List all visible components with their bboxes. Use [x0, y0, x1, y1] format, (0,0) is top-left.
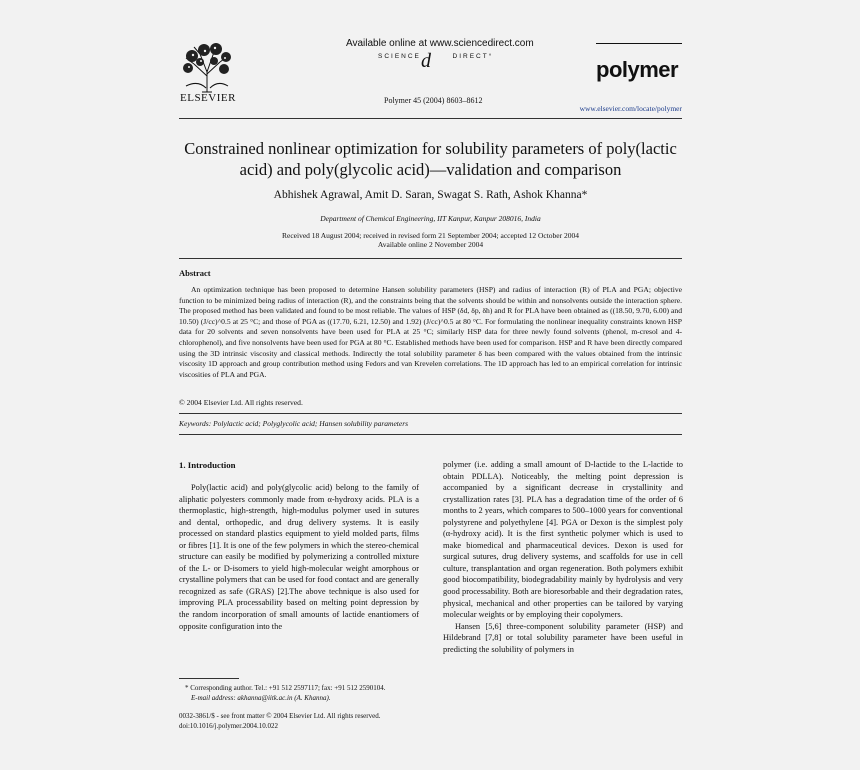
issn-doi-block	[179, 712, 380, 731]
footnote-contact: * Corresponding author. Tel.: +91 512 2597117; fax: +91 512 2590104.	[185, 684, 386, 692]
issn-line: 0032-3861/$ - see front matter © 2004 Elsevier Ltd. All rights reserved.	[179, 712, 381, 720]
article-authors: Abhishek Agrawal, Amit D. Saran, Swagat S. Rath, Ashok Khanna*	[273, 189, 588, 201]
dates-received: Received 18 August 2004; received in revised form 21 September 2004; accepted 12 October 2004	[282, 231, 579, 240]
author-affiliation: Department of Chemical Engineering, IIT Kanpur, Kanpur 208016, India	[320, 214, 541, 223]
copyright-line: © 2004 Elsevier Ltd. All rights reserved.	[179, 398, 303, 407]
sciencedirect-at-icon: d	[421, 50, 431, 72]
header-rule	[596, 43, 682, 44]
abstract-top-divider	[179, 258, 682, 259]
keywords-divider	[179, 434, 682, 435]
footnote-email[interactable]: E-mail address: akhanna@iitk.ac.in (A. Khanna).	[191, 693, 331, 702]
journal-reference: Polymer 45 (2004) 8603–8612	[384, 96, 483, 105]
keywords-line: Keywords: Polylactic acid; Polyglycolic acid; Hansen solubility parameters	[179, 419, 409, 428]
article-dates	[179, 231, 682, 249]
footnote-rule	[179, 678, 239, 679]
abstract-bottom-divider	[179, 413, 682, 414]
dates-available: Available online 2 November 2004	[377, 240, 484, 249]
intro-right-paragraph-1: polymer (i.e. adding a small amount of D-lactide to the L-lactide to obtain PDLLA). Noticeably, the melting point depression is accompanied by a significant decrease in crystallinity and crystallization rates [3]. PLA has a degradation time of the order of 6 months to 2 years, which compares to 500–1000 years for conventional polystyrene and polyethylene [4]. PGA or Dexon is the simplest poly (α-hydroxy acid). It is the first synthetic polymer which is used to make biomedical and pharmaceutical devices. Dexon is used for surgical sutures, drug delivery systems, and scaffolds for use in cell culture, transplantation and organ regeneration. Both polymers exhibit good biocompatibility, biodegradability mainly by hydrolysis and very good processability. Both are bioresorbable and their degradation rates, physical, mechanical and other properties can be tailored by varying molecular weights or by employing their copolymers.	[443, 460, 683, 620]
sciencedirect-right: DIRECT°	[452, 53, 494, 60]
abstract-body: An optimization technique has been proposed to determine Hansen solubility parameters (HSP) and radius of interaction (R) of PLA and PGA; objective function to be minimized being radius of interaction (R), and the constraints being that the solvents should be within and nonsolvents outside the interaction sphere. The proposed method has been validated and found to be most reliable. The values of HSP (δd, δp, δh) and R for PLA have been obtained as ((18.50, 9.70, 6.00) and 10.50) (J/cc)^0.5 at 25 °C; and those of PGA as ((17.70, 6.21, 12.50) and 1.92) (J/cc)^0.5 at 80 °C. For formulating the nonlinear inequality constraints known HSP data for 20 solvents and seven nonsolvents have been used for PLA at 25 °C; similarly HSP data for three newly found solvents (phenol, m-cresol and 4-chlorophenol), and five nonsolvents have been used for PGA at 80 °C. Established methods have been used for comparison. HSP and R have been directly compared using the 3D intrinsic viscosity and classical methods. Indirectly the total solubility parameter δ has been compared with the values obtained from the intrinsic viscosity 1D approach and group contribution method using Fedors and van Krevelen correlations. The 1D approach has led to an empirical correlation for intrinsic viscosities of PLA and PGA.	[179, 285, 682, 379]
intro-right-paragraph-2: Hansen [5,6] three-component solubility parameter (HSP) and Hildebrand [7,8] or total solubility parameter have been useful in predicting the solubility of polymers in	[443, 621, 683, 654]
intro-left-column: Poly(lactic acid) and poly(glycolic acid) belong to the family of aliphatic polyesters commonly made from α-hydroxy acids. PLA is a thermoplastic, high-strength, high-modulus polymer used in sutures and dental, orthopedic, and drug delivery systems. It is easily processed on standard plastics equipment to yield molded parts, films or fibres [1]. It is one of the few polymers in which the stereo-chemical structure can easily be modified by polymerizing a controlled mixture of the L- or D-isomers to yield high-molecular weight amorphous or crystalline polymers that can be used for food contact and are generally recognized as safe (GRAS) [2].The above technique is also used for improving PLA processability based on melting point depression by the random incorporation of small amounts of lactide enantiomers of opposite configuration into the	[179, 483, 419, 631]
sciencedirect-logo	[378, 53, 493, 60]
journal-name: polymer	[596, 57, 679, 82]
sciencedirect-left: SCIENCE	[378, 53, 421, 60]
available-online-banner[interactable]: Available online at www.sciencedirect.com	[346, 38, 534, 49]
journal-url-link[interactable]: www.elsevier.com/locate/polymer	[579, 104, 682, 113]
intro-right-column	[443, 459, 683, 655]
elsevier-tree-logo	[180, 42, 234, 94]
abstract-heading: Abstract	[179, 268, 211, 278]
doi-line[interactable]: doi:10.1016/j.polymer.2004.10.022	[179, 721, 278, 730]
section-heading-introduction: 1. Introduction	[179, 460, 236, 470]
publisher-name: ELSEVIER	[180, 92, 236, 104]
header-divider	[179, 118, 682, 119]
article-title: Constrained nonlinear optimization for solubility parameters of poly(lactic acid) and poly(glycolic acid)—validation and comparison	[184, 139, 677, 179]
corresponding-author-footnote	[179, 684, 385, 703]
